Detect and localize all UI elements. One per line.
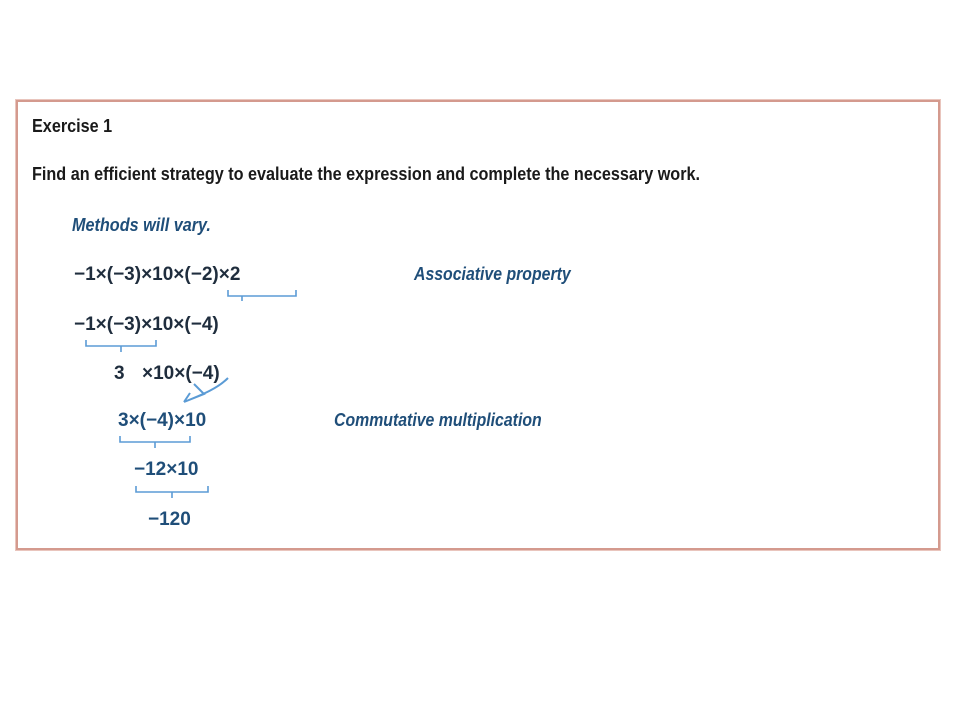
step-line-2: −1×(−3)×10×(−4): [74, 314, 219, 335]
step-line-5: −12×10: [134, 459, 199, 480]
step-line-6: −120: [148, 509, 191, 530]
bracket-line-1: [228, 290, 296, 301]
step-line-4: 3×(−4)×10: [118, 410, 207, 431]
step-line-1: −1×(−3)×10×(−2)×2: [74, 264, 241, 285]
bracket-line-4: [120, 436, 190, 448]
swap-arrow-icon: [184, 378, 228, 402]
bracket-line-2: [86, 340, 156, 352]
step-line-3-result: 3: [114, 363, 125, 384]
bracket-line-5: [136, 486, 208, 498]
commutative-property-label: Commutative multiplication: [334, 410, 542, 430]
methods-note: Methods will vary.: [72, 215, 211, 235]
exercise-title: Exercise 1: [32, 116, 113, 136]
exercise-box: [16, 100, 940, 550]
exercise-instruction: Find an efficient strategy to evaluate the expression and complete the necessary work.: [32, 164, 701, 184]
associative-property-label: Associative property: [414, 264, 571, 284]
annotation-marks: [18, 102, 938, 548]
step-line-3-rest: ×10×(−4): [142, 363, 220, 384]
